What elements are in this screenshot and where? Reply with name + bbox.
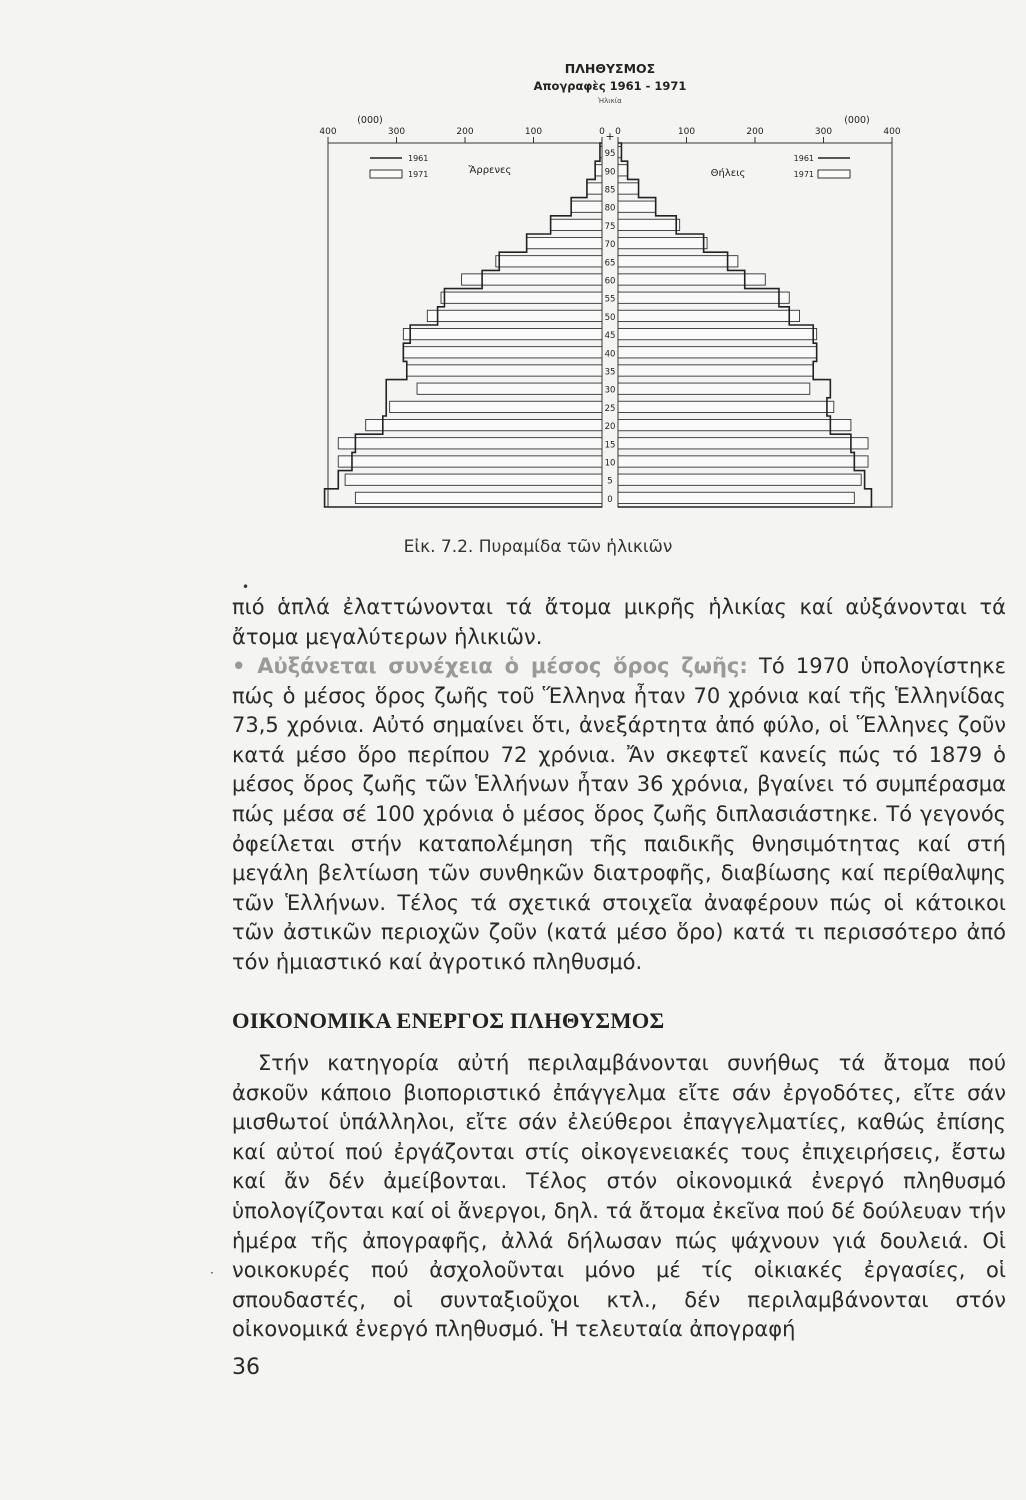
tick-label: 0 xyxy=(599,127,605,137)
age-label: 15 xyxy=(604,440,616,451)
legend-label: 1971 xyxy=(793,170,814,179)
bar-male-1971 xyxy=(403,347,602,358)
bar-male-1971 xyxy=(407,365,602,376)
age-label: 35 xyxy=(604,367,616,378)
bar-male-1971 xyxy=(366,419,602,430)
bar-female-1971 xyxy=(618,474,861,485)
bar-male-1971 xyxy=(355,492,602,503)
bar-male-1971 xyxy=(338,456,602,467)
bar-female-1971 xyxy=(618,383,810,394)
age-label: 30 xyxy=(604,385,616,396)
legend-left xyxy=(370,154,428,179)
age-label: 70 xyxy=(604,240,616,251)
population-pyramid-chart xyxy=(319,55,901,510)
margin-dot: · xyxy=(210,1266,214,1280)
bar-female-1971 xyxy=(618,292,789,303)
bar-male-1971 xyxy=(403,328,602,339)
paragraph-2-body: Τό 1970 ὑπολογίστηκε πώς ὁ μέσος ὅρος ζωῆς τοῦ Ἕλληνα ἦταν 70 χρόνια καί τῆς Ἑλληνίδας 73,5 χρόνια. Αὐτό σημαίνει ὅτι, ἀνεξάρτητα ἀπό φύλο, οἱ Ἕλληνες ζοῦν κατά μέσο ὅρο περίπου 72 χρόνια. Ἄν σκεφτεῖ κανείς πώς τό 1879 ὁ μέσος ὅρος ζωῆς τῶν Ἑλλήνων ἦταν 36 χρόνια, βγαίνει τό συμπέρασμα πώς μέσα σέ 100 χρόνια ὁ μέσος ὅρος ζωῆς διπλασιάστηκε. Τό γεγονός ὀφείλεται στήν καταπολέμηση τῆς παιδικῆς θνησιμότητας καί στή μεγάλη βελτίωση τῶν συνθηκῶν διατροφῆς, διαβίωσης καί περίθαλψης τῶν Ἑλλήνων. Τέλος τά σχετικά στοιχεῖα ἀναφέρουν πώς οἱ κάτοικοι τῶν ἀστικῶν περιοχῶν ζοῦν (κατά μέσο ὅρο) κατά τι περισσότερο ἀπό τόν ἡμιαστικό καί ἀγροτικό πληθυσμό. xyxy=(232,654,1006,974)
paragraph-3: Στήν κατηγορία αὐτή περιλαμβάνονται συνήθως τά ἄτομα πού ἀσκοῦν κάποιο βιοποριστικό ἐπάγγελμα εἴτε σάν ἐργοδότες, εἴτε σάν μισθωτοί ὑπάλληλοι, εἴτε σάν ἐλεύθεροι ἐπαγγελματίες, καθώς ἐπίσης καί αὐτοί πού ἐργάζονται στίς οἰκογενειακές τους ἐπιχειρήσεις, ἔστω καί ἄν δέν ἀμείβονται. Τέλος στόν οἰκονομικά ἐνεργό πληθυσμό ὑπολογίζονται καί οἱ ἄνεργοι, δηλ. τά ἄτομα ἐκεῖνα πού δέ δούλευαν τήν ἡμέρα τῆς ἀπογραφῆς, ἀλλά δήλωσαν πώς ψάχνουν γιά δουλειά. Οἱ νοικοκυρές πού ἀσχολοῦνται μόνο μέ τίς οἰκιακές ἐργασίες, οἱ σπουδαστές, οἱ συνταξιοῦχοι κτλ., δέν περιλαμβάνονται στόν οἰκονομικά ἐνεργό πληθυσμό. Ἡ τελευταία ἀπογραφή xyxy=(232,1051,1006,1342)
bar-female-1971 xyxy=(618,456,868,467)
age-label: 0 xyxy=(607,494,613,505)
axis-plus-mark: + xyxy=(605,130,615,143)
x-axis-ticks-left xyxy=(319,127,605,143)
bar-female-1971 xyxy=(618,438,868,449)
age-label: 55 xyxy=(604,294,616,305)
age-label: 85 xyxy=(604,185,616,196)
section-heading: ΟΙΚΟΝΟΜΙΚΑ ΕΝΕΡΓΟΣ ΠΛΗΘΥΣΜΟΣ xyxy=(232,1008,665,1033)
tick-label: 200 xyxy=(456,127,474,137)
bar-female-1971 xyxy=(618,201,656,212)
age-label: 50 xyxy=(604,312,616,323)
paragraph-2 xyxy=(232,652,1006,978)
age-label: 45 xyxy=(604,331,616,342)
bar-female-1971 xyxy=(618,274,765,285)
bar-male-1971 xyxy=(345,474,602,485)
figure-caption: Εἰκ. 7.2. Πυραμίδα τῶν ἡλικιῶν xyxy=(403,537,673,557)
bar-female-1971 xyxy=(618,219,680,230)
bar-male-1971 xyxy=(551,219,602,230)
bar-female-1971 xyxy=(618,328,817,339)
unit-label-left: (000) xyxy=(357,115,383,126)
age-labels xyxy=(605,130,616,505)
chart-title: ΠΛΗΘΥΣΜΟΣ xyxy=(564,61,656,76)
age-label: 95 xyxy=(604,149,616,160)
age-label: 80 xyxy=(604,203,616,214)
bar-female-1971 xyxy=(618,237,707,248)
legend-label: 1961 xyxy=(408,154,429,163)
tick-label: 300 xyxy=(814,127,833,137)
age-label: 10 xyxy=(604,458,616,469)
unit-label-right: (000) xyxy=(844,115,870,126)
outline-female-1961 xyxy=(618,143,871,507)
age-label: 20 xyxy=(604,422,616,433)
bar-male-1971 xyxy=(417,383,602,394)
tick-label: 0 xyxy=(615,127,621,137)
tick-label: 100 xyxy=(677,127,696,137)
bullet-mark: • xyxy=(242,580,250,594)
outlines-1961 xyxy=(325,143,872,507)
bar-male-1971 xyxy=(427,310,602,321)
bar-male-1971 xyxy=(527,237,602,248)
bar-female-1971 xyxy=(618,365,813,376)
age-label: 75 xyxy=(604,221,616,232)
bar-female-1971 xyxy=(618,419,851,430)
bar-female-1971 xyxy=(618,310,800,321)
bar-male-1971 xyxy=(441,292,602,303)
bar-male-1971 xyxy=(338,438,602,449)
bar-female-1971 xyxy=(618,256,738,267)
tick-label: 200 xyxy=(746,127,764,137)
bar-female-1971 xyxy=(618,401,834,412)
page-number: 36 xyxy=(232,1355,260,1380)
age-label: 90 xyxy=(604,167,616,178)
bar-female-1971 xyxy=(618,183,639,194)
paragraph-2-lead: • Αὐξάνεται συνέχεια ὁ μέσος ὅρος ζωῆς: xyxy=(232,654,748,678)
bar-male-1971 xyxy=(587,183,602,194)
age-label: 60 xyxy=(604,276,616,287)
age-label: 65 xyxy=(604,258,616,269)
tick-label: 400 xyxy=(319,127,337,137)
chart-subtitle: Απογραφὲς 1961 - 1971 xyxy=(533,79,687,93)
age-label: 40 xyxy=(604,349,616,360)
center-axis-label: Ἡλικία xyxy=(598,97,622,105)
bar-female-1971 xyxy=(618,165,628,176)
legend-label: 1961 xyxy=(793,154,814,163)
age-label: 25 xyxy=(604,403,616,414)
age-label: 5 xyxy=(607,476,613,487)
bar-female-1971 xyxy=(618,347,817,358)
bar-male-1971 xyxy=(390,401,602,412)
outline-male-1961 xyxy=(325,143,602,507)
bar-male-1971 xyxy=(571,201,602,212)
bar-male-1971 xyxy=(496,256,602,267)
paragraph-1: πιό ἁπλά ἐλαττώνονται τά ἄτομα μικρῆς ἡλικίας καί αὐξάνονται τά ἄτομα μεγαλύτερων ἡλικιῶν. xyxy=(232,595,1006,649)
bar-female-1971 xyxy=(618,492,854,503)
panel-frame-left xyxy=(328,143,602,507)
left-group-label: Ἄρρενες xyxy=(468,165,512,176)
bar-male-1971 xyxy=(595,165,602,176)
legend-bar-swatch xyxy=(818,170,850,178)
legend-right xyxy=(794,154,850,179)
right-group-label: Θήλεις xyxy=(710,168,746,179)
legend-label: 1971 xyxy=(408,170,429,179)
tick-label: 100 xyxy=(524,127,543,137)
tick-label: 300 xyxy=(387,127,406,137)
legend-bar-swatch xyxy=(370,170,402,178)
x-axis-ticks-right xyxy=(615,127,901,143)
tick-label: 400 xyxy=(883,127,901,137)
